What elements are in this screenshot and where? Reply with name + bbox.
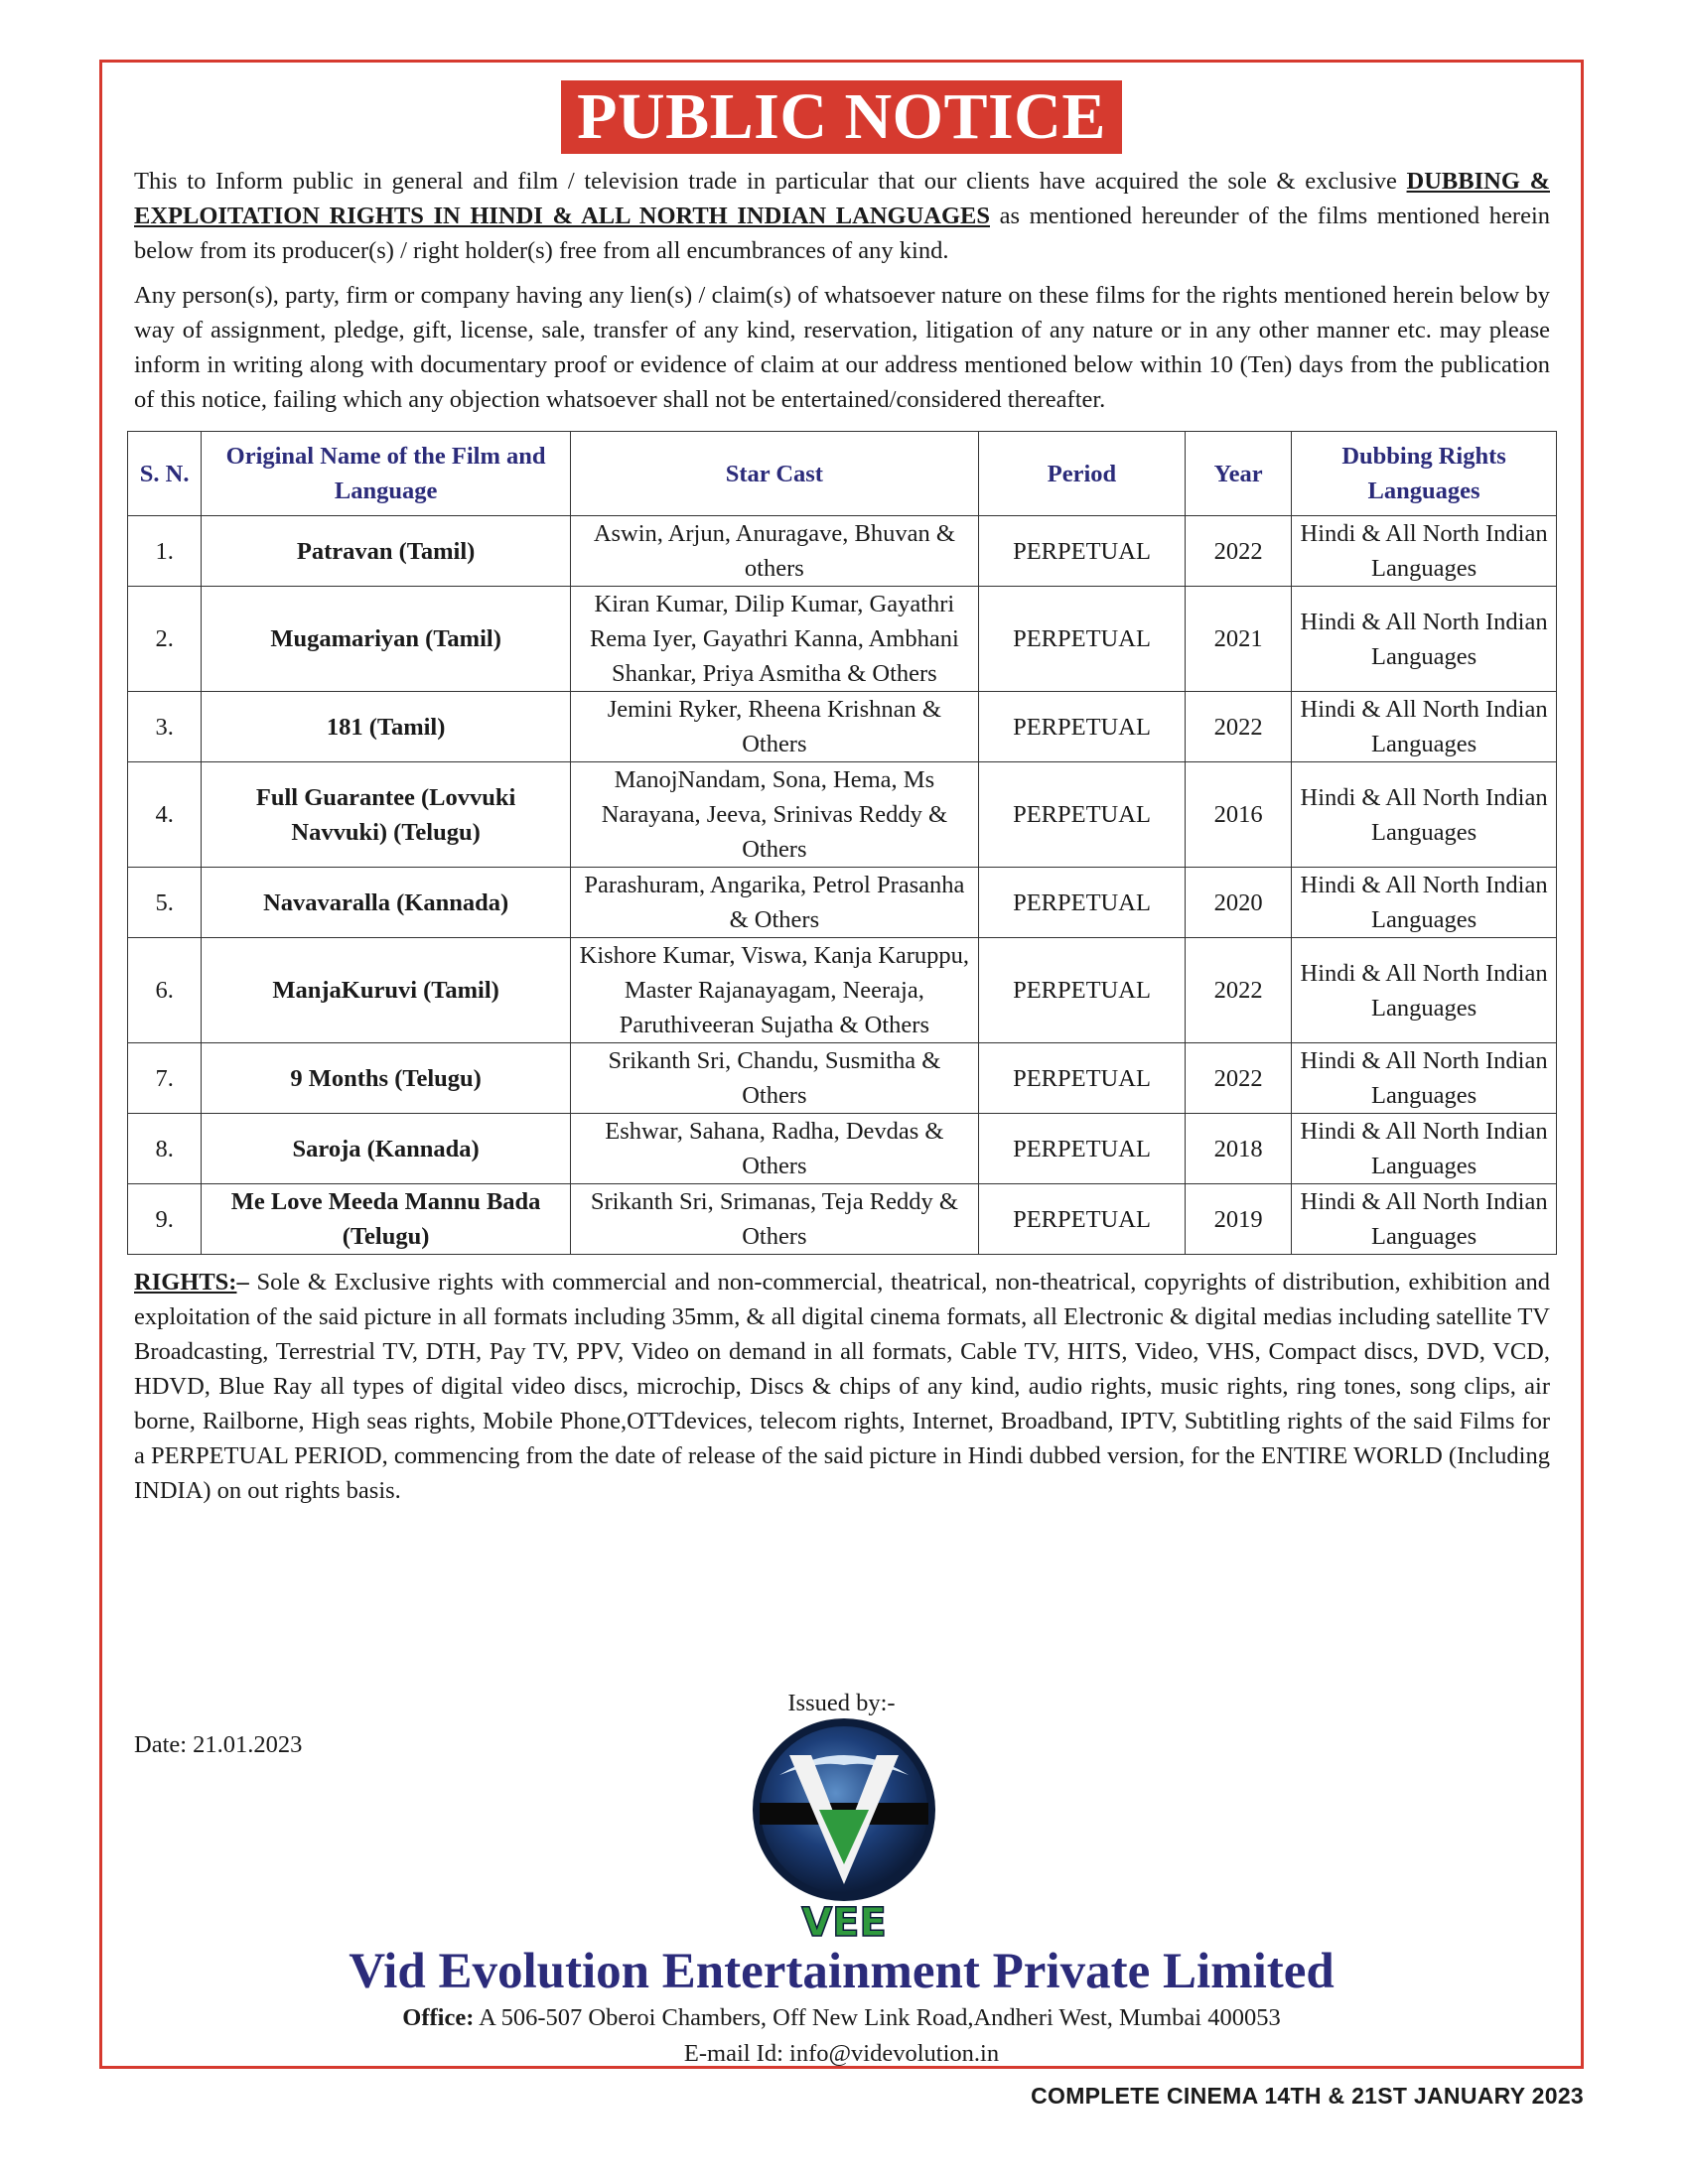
cell-cast: Parashuram, Angarika, Petrol Prasanha & Others [570,868,978,938]
logo-text: VEE [801,1900,887,1942]
header-sn: S. N. [128,432,202,516]
rights-label: RIGHTS: [134,1269,237,1296]
cell-cast: Aswin, Arjun, Anuragave, Bhuvan & others [570,516,978,587]
table-row [128,1114,1557,1184]
cell-sn: 7. [128,1043,202,1114]
table-body [128,516,1557,1255]
cell-year: 2020 [1186,868,1292,938]
cell-film: Mugamariyan (Tamil) [202,587,571,692]
cell-sn: 8. [128,1114,202,1184]
header-cast: Star Cast [570,432,978,516]
cell-sn: 3. [128,692,202,762]
company-name: Vid Evolution Entertainment Private Limited [349,1944,1335,1999]
cell-dubbing: Hindi & All North Indian Languages [1292,938,1557,1043]
table-row [128,587,1557,692]
cell-dubbing: Hindi & All North Indian Languages [1292,1184,1557,1255]
cell-year: 2022 [1186,1043,1292,1114]
cell-year: 2016 [1186,762,1292,868]
cell-film: Me Love Meeda Mannu Bada (Telugu) [202,1184,571,1255]
cell-film: ManjaKuruvi (Tamil) [202,938,571,1043]
cell-dubbing: Hindi & All North Indian Languages [1292,587,1557,692]
office-address: Office: A 506-507 Oberoi Chambers, Off New Link Road,Andheri West, Mumbai 400053 [402,2004,1281,2031]
table-row [128,516,1557,587]
cell-sn: 6. [128,938,202,1043]
table-row [128,762,1557,868]
intro-paragraph: This to Inform public in general and film / television trade in particular that our clients have acquired the sole & exclusive DUBBING & EXPLOITATION RIGHTS IN HINDI & ALL NORTH INDIAN LANGUAGES as mentioned hereunder of the films mentioned herein below from its producer(s) / right holder(s) free from all encumbrances of any kind. [134,168,1550,264]
cell-sn: 5. [128,868,202,938]
cell-film: 181 (Tamil) [202,692,571,762]
cell-period: PERPETUAL [978,516,1185,587]
cell-cast: Srikanth Sri, Srimanas, Teja Reddy & Others [570,1184,978,1255]
table-row [128,1043,1557,1114]
cell-year: 2022 [1186,938,1292,1043]
cell-period: PERPETUAL [978,762,1185,868]
vee-logo [750,1715,938,1942]
header-year: Year [1186,432,1292,516]
cell-year: 2021 [1186,587,1292,692]
cell-cast: ManojNandam, Sona, Hema, Ms Narayana, Jeeva, Srinivas Reddy & Others [570,762,978,868]
header-film: Original Name of the Film and Language [202,432,571,516]
cell-cast: Jemini Ryker, Rheena Krishnan & Others [570,692,978,762]
rights-highlight: DUBBING & EXPLOITATION RIGHTS IN HINDI & ALL NORTH INDIAN LANGUAGES [134,168,1550,229]
cell-year: 2019 [1186,1184,1292,1255]
cell-cast: Eshwar, Sahana, Radha, Devdas & Others [570,1114,978,1184]
table-row [128,868,1557,938]
cell-year: 2018 [1186,1114,1292,1184]
cell-cast: Srikanth Sri, Chandu, Susmitha & Others [570,1043,978,1114]
cell-period: PERPETUAL [978,868,1185,938]
cell-dubbing: Hindi & All North Indian Languages [1292,1114,1557,1184]
cell-dubbing: Hindi & All North Indian Languages [1292,762,1557,868]
cell-dubbing: Hindi & All North Indian Languages [1292,692,1557,762]
cell-period: PERPETUAL [978,938,1185,1043]
cell-dubbing: Hindi & All North Indian Languages [1292,516,1557,587]
cell-film: Full Guarantee (Lovvuki Navvuki) (Telugu) [202,762,571,868]
notice-title: PUBLIC NOTICE [561,80,1122,154]
cell-film: 9 Months (Telugu) [202,1043,571,1114]
table-row [128,1184,1557,1255]
table-header-row [128,432,1557,516]
cell-sn: 4. [128,762,202,868]
cell-period: PERPETUAL [978,692,1185,762]
cell-film: Patravan (Tamil) [202,516,571,587]
header-dubbing: Dubbing Rights Languages [1292,432,1557,516]
cell-period: PERPETUAL [978,1114,1185,1184]
email-line: E-mail Id: info@videvolution.in [683,2040,1000,2067]
rights-paragraph: RIGHTS:– Sole & Exclusive rights with commercial and non-commercial, theatrical, non-theatrical, copyrights of distribution, exhibition and exploitation of the said picture in all formats including 35mm, & all digital cinema formats, all Electronic & digital medias including satellite TV Broadcasting, Terrestrial TV, DTH, Pay TV, PPV, Video on demand in all formats, Cable TV, HITS, Video, VHS, Compact discs, DVD, VCD, HDVD, Blue Ray all types of digital video discs, microchip, Discs & chips of any kind, audio rights, music rights, ring tones, song clips, air borne, Railborne, High seas rights, Mobile Phone,OTTdevices, telecom rights, Internet, Broadband, IPTV, Subtitling rights of the said Films for a PERPETUAL PERIOD, commencing from the date of release of the said picture in Hindi dubbed version, for the ENTIRE WORLD (Including INDIA) on out rights basis. [134,1269,1551,1504]
cell-sn: 9. [128,1184,202,1255]
notice-date: Date: 21.01.2023 [134,1731,303,1758]
cell-sn: 1. [128,516,202,587]
cell-year: 2022 [1186,516,1292,587]
cell-period: PERPETUAL [978,587,1185,692]
vee-logo-icon [750,1715,938,1942]
cell-year: 2022 [1186,692,1292,762]
cell-cast: Kiran Kumar, Dilip Kumar, Gayathri Rema Iyer, Gayathri Kanna, Ambhani Shankar, Priya Asmitha & Others [570,587,978,692]
cell-period: PERPETUAL [978,1043,1185,1114]
cell-cast: Kishore Kumar, Viswa, Kanja Karuppu, Master Rajanayagam, Neeraja, Paruthiveeran Sujatha & Others [570,938,978,1043]
cell-period: PERPETUAL [978,1184,1185,1255]
table-row [128,938,1557,1043]
notice-body [134,164,1550,1508]
cell-dubbing: Hindi & All North Indian Languages [1292,1043,1557,1114]
issued-by: Issued by:- [787,1690,896,1716]
cell-film: Saroja (Kannada) [202,1114,571,1184]
claims-paragraph: Any person(s), party, firm or company having any lien(s) / claim(s) of whatsoever nature on these films for the rights mentioned herein below by way of assignment, pledge, gift, license, sale, transfer of any kind, reservation, litigation of any nature or in any other manner etc. may please inform in writing along with documentary proof or evidence of claim at our address mentioned below within 10 (Ten) days from the publication of this notice, failing which any objection whatsoever shall not be entertained/considered thereafter. [134,282,1550,413]
header-period: Period [978,432,1185,516]
notice-frame [99,60,1584,2069]
cell-film: Navavaralla (Kannada) [202,868,571,938]
films-table [127,431,1557,1255]
publication-footer: COMPLETE CINEMA 14TH & 21ST JANUARY 2023 [1031,2083,1584,2109]
cell-dubbing: Hindi & All North Indian Languages [1292,868,1557,938]
cell-sn: 2. [128,587,202,692]
table-row [128,692,1557,762]
